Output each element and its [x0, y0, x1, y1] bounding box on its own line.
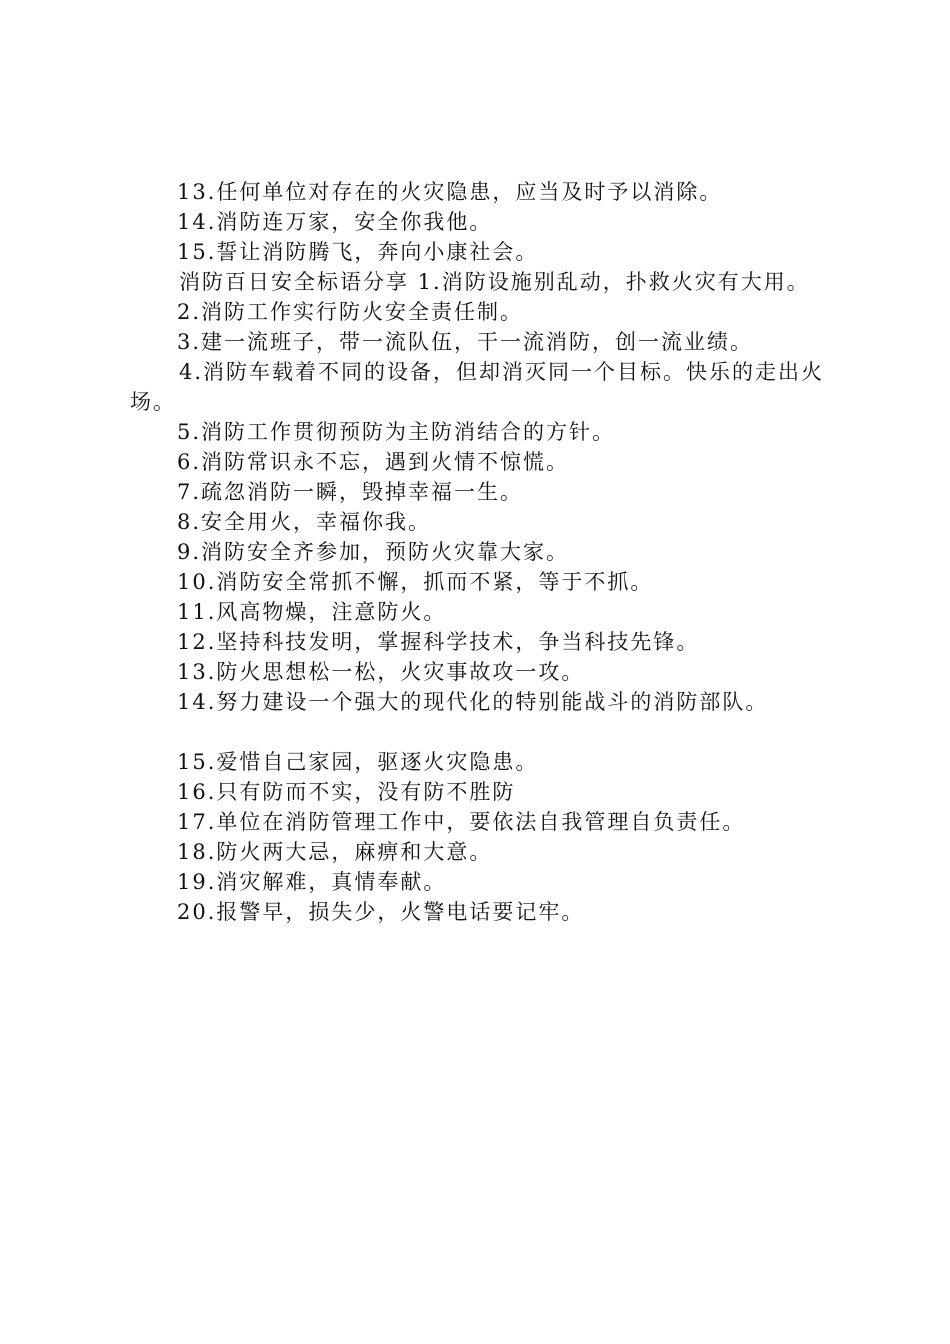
slogan-line: 14.消防连万家，安全你我他。 [177, 210, 493, 234]
slogan-line: 5.消防工作贯彻预防为主防消结合的方针。 [177, 420, 616, 444]
slogan-line: 3.建一流班子，带一流队伍，干一流消防，创一流业绩。 [177, 330, 754, 354]
slogan-line: 12.坚持科技发明，掌握科学技术，争当科技先锋。 [177, 630, 700, 654]
slogan-line: 13.任何单位对存在的火灾隐患，应当及时予以消除。 [177, 180, 723, 204]
slogan-line: 6.消防常识永不忘，遇到火情不惊慌。 [177, 450, 570, 474]
slogan-line: 15.誓让消防腾飞，奔向小康社会。 [177, 240, 539, 264]
slogan-line: 19.消灾解难，真情奉献。 [177, 870, 447, 894]
slogan-line: 4.消防车载着不同的设备，但却消灭同一个目标。快乐的走出火场。 [130, 360, 825, 414]
blank-line [130, 717, 835, 747]
slogan-line: 16.只有防而不实，没有防不胜防 [177, 780, 516, 804]
slogan-line: 18.防火两大忌，麻痹和大意。 [177, 840, 493, 864]
slogan-line: 17.单位在消防管理工作中，要依法自我管理自负责任。 [177, 810, 746, 834]
slogan-line: 10.消防安全常抓不懈，抓而不紧，等于不抓。 [177, 570, 654, 594]
slogan-list [130, 177, 835, 927]
slogan-line: 20.报警早，损失少，火警电话要记牢。 [177, 900, 585, 924]
slogan-line: 2.消防工作实行防火安全责任制。 [177, 300, 524, 324]
slogan-line: 15.爱惜自己家园，驱逐火灾隐患。 [177, 750, 539, 774]
section-heading-line: 消防百日安全标语分享 1.消防设施别乱动，扑救火灾有大用。 [179, 270, 810, 294]
slogan-line: 13.防火思想松一松，火灾事故攻一攻。 [177, 660, 585, 684]
slogan-line: 9.消防安全齐参加，预防火灾靠大家。 [177, 540, 570, 564]
slogan-line: 11.风高物燥，注意防火。 [177, 600, 447, 624]
slogan-line: 7.疏忽消防一瞬，毁掉幸福一生。 [177, 480, 524, 504]
slogan-line: 8.安全用火，幸福你我。 [177, 510, 432, 534]
slogan-line: 14.努力建设一个强大的现代化的特别能战斗的消防部队。 [177, 690, 769, 714]
